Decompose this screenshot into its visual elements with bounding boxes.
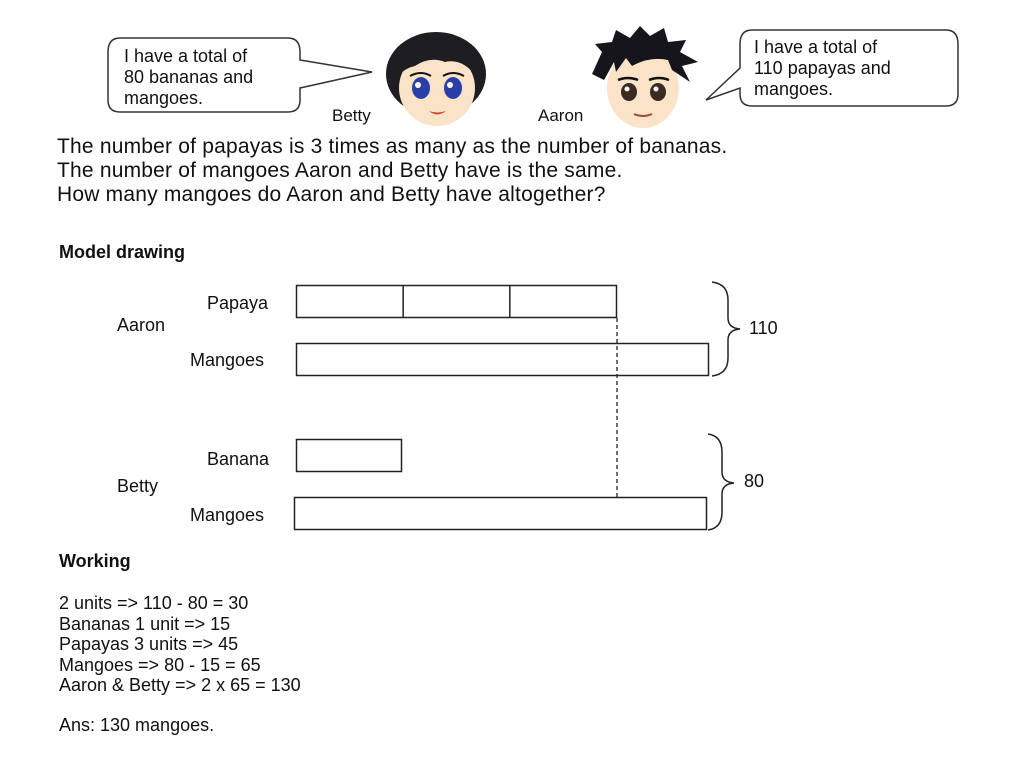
betty-banana-bar — [297, 440, 402, 472]
betty-name: Betty — [332, 106, 371, 125]
betty-mangoes-label: Mangoes — [190, 505, 265, 525]
aaron-avatar — [592, 26, 698, 128]
working-line: Papayas 3 units => 45 — [59, 634, 239, 654]
betty-label: Betty — [117, 476, 159, 496]
problem-question: How many mangoes do Aaron and Betty have altogether? — [57, 183, 606, 206]
aaron-mangoes-label: Mangoes — [190, 350, 265, 370]
betty-speech-line: 80 bananas and — [124, 67, 254, 87]
aaron-mangoes-bar — [297, 344, 709, 376]
model-drawing-heading: Model drawing — [59, 242, 185, 262]
working-heading: Working — [59, 551, 131, 571]
working-lines — [59, 593, 301, 696]
betty-total-brace — [708, 434, 734, 530]
betty-mangoes-bar — [295, 498, 707, 530]
aaron-speech-text — [754, 37, 891, 100]
papaya-unit-dividers — [403, 286, 510, 318]
aaron-total-brace — [712, 282, 740, 376]
betty-speech-text — [124, 46, 253, 109]
working-line: Aaron & Betty => 2 x 65 = 130 — [59, 675, 301, 695]
aaron-papaya-label: Papaya — [207, 293, 269, 313]
betty-total-label: 80 — [744, 471, 765, 491]
answer-text: Ans: 130 mangoes. — [59, 715, 215, 735]
working-line: 2 units => 110 - 80 = 30 — [59, 593, 249, 613]
aaron-label: Aaron — [117, 315, 166, 335]
betty-speech-line: I have a total of — [124, 46, 248, 66]
aaron-total-label: 110 — [749, 318, 778, 338]
betty-banana-label: Banana — [207, 449, 270, 469]
aaron-speech-line: I have a total of — [754, 37, 878, 57]
aaron-name: Aaron — [538, 106, 584, 125]
aaron-speech-line: mangoes. — [754, 79, 834, 99]
aaron-papaya-bar — [297, 286, 617, 318]
aaron-speech-line: 110 papayas and — [754, 58, 891, 78]
problem-line: The number of mangoes Aaron and Betty have is the same. — [57, 159, 623, 182]
working-line: Bananas 1 unit => 15 — [59, 613, 231, 634]
betty-speech-line: mangoes. — [124, 88, 204, 108]
working-line: Mangoes => 80 - 15 = 65 — [59, 654, 261, 675]
problem-line: The number of papayas is 3 times as many as the number of bananas. — [57, 135, 728, 158]
betty-avatar — [386, 32, 486, 126]
